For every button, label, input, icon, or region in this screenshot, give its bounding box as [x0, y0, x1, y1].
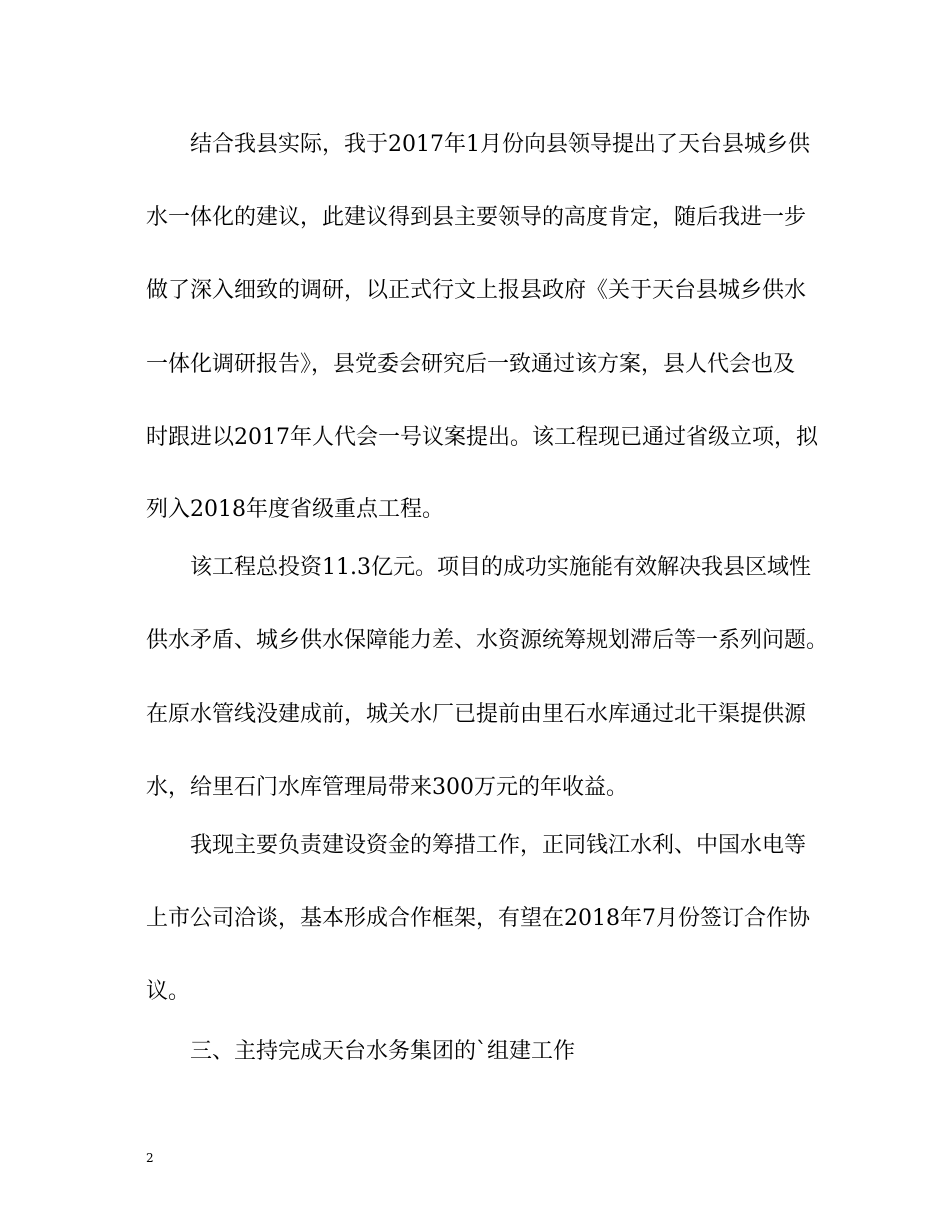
paragraph-1-line-5: 时跟进以2017年人代会一号议案提出。该工程现已通过省级立项，拟 [146, 425, 818, 450]
paragraph-3-line-3: 议。 [146, 979, 191, 1004]
paragraph-2-line-3: 在原水管线没建成前，城关水厂已提前由里石水库通过北干渠提供源 [146, 702, 807, 727]
paragraph-3-line-2: 上市公司洽谈，基本形成合作框架，有望在2018年7月份签订合作协 [146, 906, 810, 931]
paragraph-1-line-3: 做了深入细致的调研，以正式行文上报县政府《关于天台县城乡供水 [146, 278, 807, 303]
section-heading: 三、主持完成天台水务集团的`组建工作 [190, 1039, 576, 1064]
paragraph-1-line-4: 一体化调研报告》，县党委会研究后一致通过该方案，县人代会也及 [146, 352, 796, 377]
paragraph-1-line-2: 水一体化的建议，此建议得到县主要领导的高度肯定，随后我进一步 [146, 205, 807, 230]
paragraph-2-line-2: 供水矛盾、城乡供水保障能力差、水资源统筹规划滞后等一系列问题。 [146, 628, 829, 653]
paragraph-2-line-1: 该工程总投资11.3亿元。项目的成功实施能有效解决我县区域性 [190, 555, 811, 580]
page-number: 2 [146, 1151, 154, 1165]
paragraph-1-line-6: 列入2018年度省级重点工程。 [146, 497, 444, 522]
paragraph-2-line-4: 水，给里石门水库管理局带来300万元的年收益。 [146, 775, 628, 800]
paragraph-3-line-1: 我现主要负责建设资金的筹措工作，正同钱江水利、中国水电等 [190, 833, 807, 858]
paragraph-1-line-1: 结合我县实际，我于2017年1月份向县领导提出了天台县城乡供 [190, 132, 810, 157]
